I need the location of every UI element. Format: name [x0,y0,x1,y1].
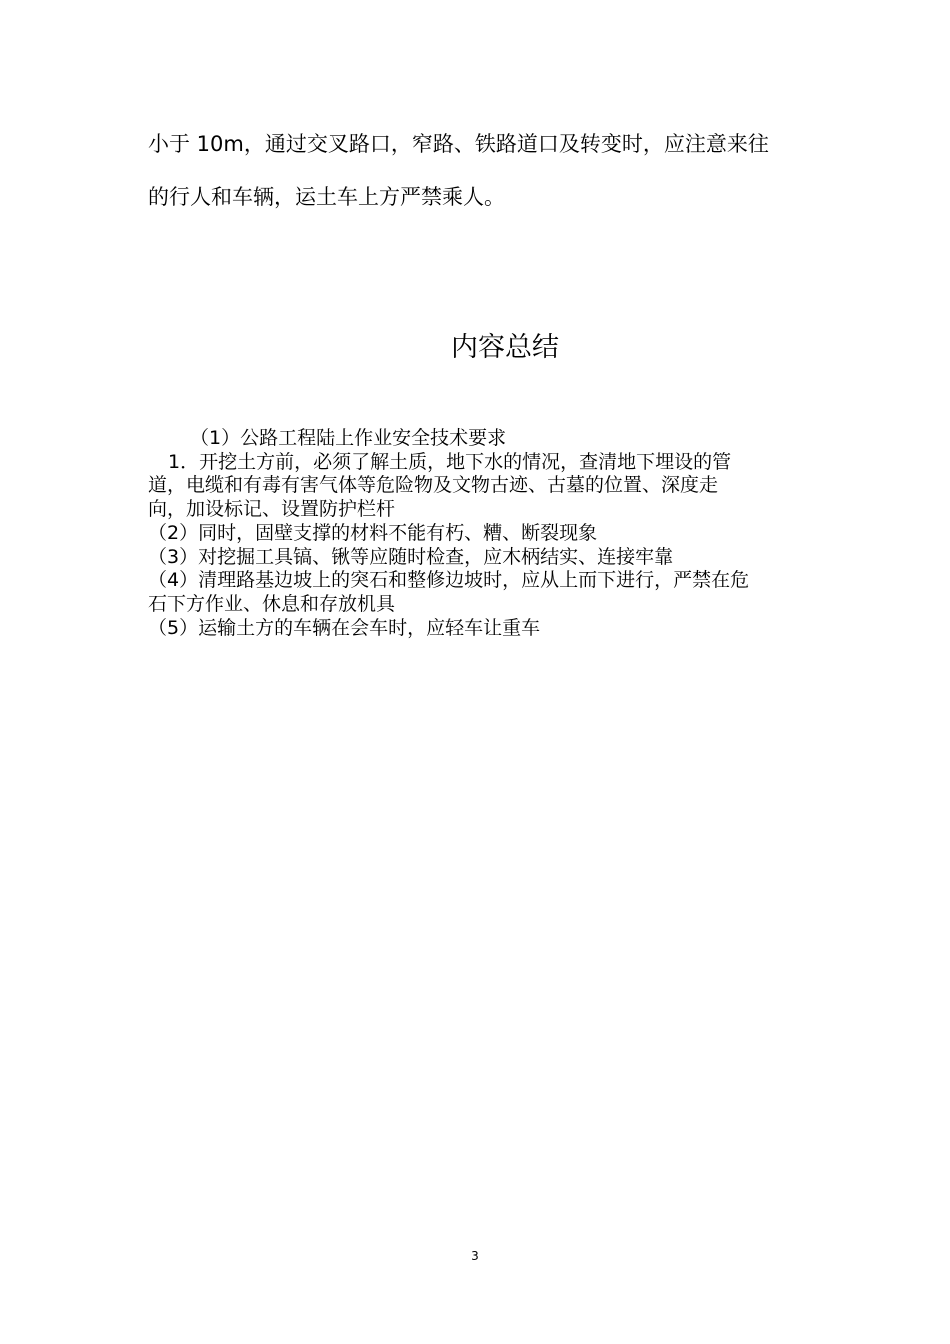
summary-line-5: （2）同时，固壁支撑的材料不能有朽、糟、断裂现象 [148,521,598,544]
summary-line-1: （1）公路工程陆上作业安全技术要求 [190,427,507,449]
summary-line-3: 道，电缆和有毒有害气体等危险物及文物古迹、古墓的位置、深度走 [148,474,719,497]
page-number: 3 [471,1249,479,1263]
summary-line-2: 1．开挖土方前，必须了解土质，地下水的情况，查清地下埋设的管 [168,450,732,473]
summary-line-6: （3）对挖掘工具镐、锹等应随时检查，应木柄结实、连接牢靠 [148,545,674,568]
summary-title: 内容总结 [451,332,559,363]
continued-paragraph [148,118,828,224]
continued-line-2: 的行人和车辆，运土车上方严禁乘人。 [148,185,505,209]
summary-line-7: （4）清理路基边坡上的突石和整修边坡时，应从上而下进行，严禁在危 [148,569,750,592]
summary-line-8: 石下方作业、休息和存放机具 [148,592,396,615]
summary-body [148,427,818,640]
summary-line-4: 向，加设标记、设置防护栏杆 [148,498,396,521]
continued-line-1: 小于 10m，通过交叉路口，窄路、铁路道口及转变时，应注意来往 [148,132,769,156]
summary-line-9: （5）运输土方的车辆在会车时，应轻车让重车 [148,616,541,639]
